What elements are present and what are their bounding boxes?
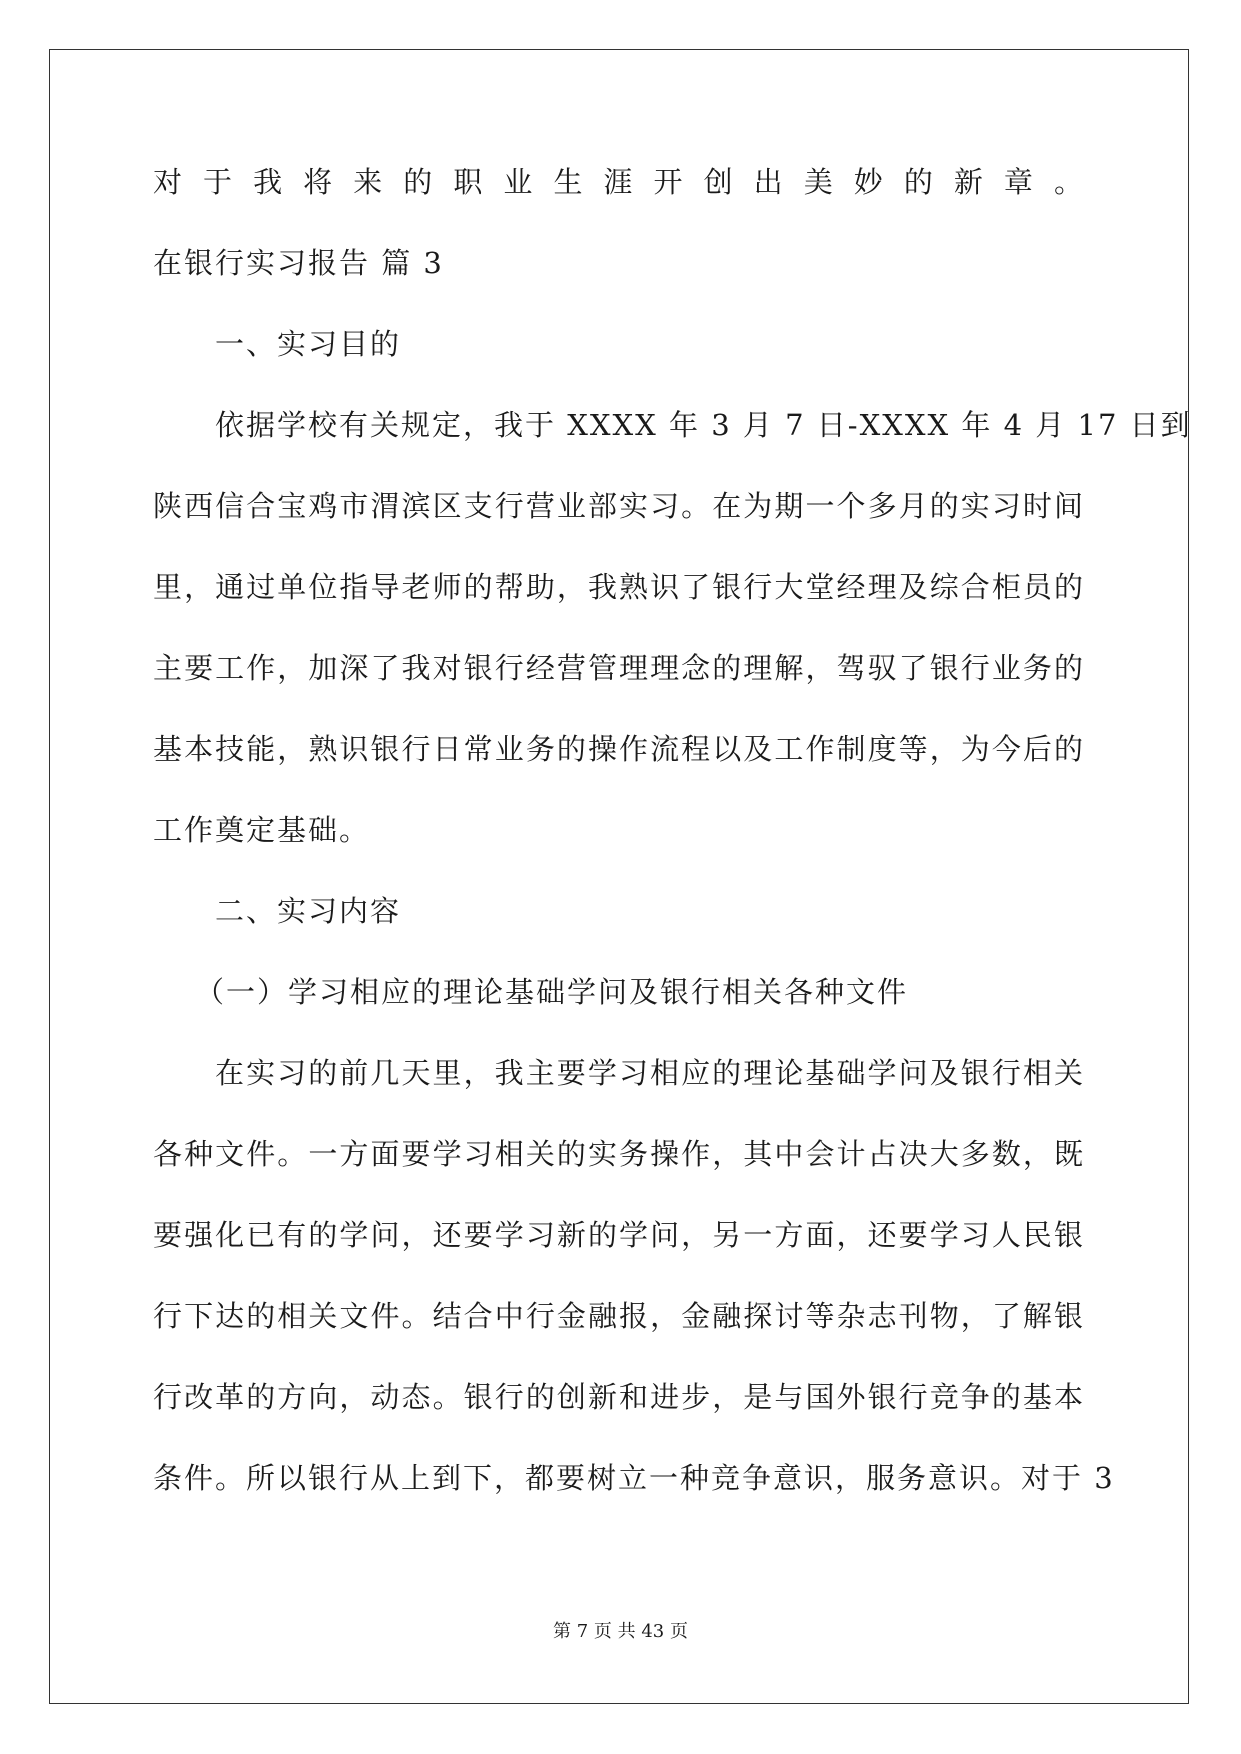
paragraph-line: 条件。所以银行从上到下，都要树立一种竞争意识，服务意识。对于 3 [153, 1461, 1115, 1495]
section-title: 在银行实习报告 篇 3 [153, 246, 444, 280]
paragraph-line: 主要工作，加深了我对银行经营管理理念的理解，驾驭了银行业务的 [153, 651, 1085, 685]
paragraph-line: 里，通过单位指导老师的帮助，我熟识了银行大堂经理及综合柜员的 [153, 570, 1085, 604]
paragraph-line: 陕西信合宝鸡市渭滨区支行营业部实习。在为期一个多月的实习时间 [153, 489, 1085, 523]
subheading-theory: （一）学习相应的理论基础学问及银行相关各种文件 [195, 975, 909, 1009]
paragraph-line: 行改革的方向，动态。银行的创新和进步，是与国外银行竞争的基本 [153, 1380, 1085, 1414]
paragraph-line: 各种文件。一方面要学习相关的实务操作，其中会计占决大多数，既 [153, 1137, 1085, 1171]
paragraph-line: 基本技能，熟识银行日常业务的操作流程以及工作制度等，为今后的 [153, 732, 1085, 766]
page-border [49, 49, 1192, 1704]
heading-purpose: 一、实习目的 [215, 327, 402, 361]
page-number-footer: 第 7 页 共 43 页 [553, 1621, 688, 1642]
paragraph-line: 行下达的相关文件。结合中行金融报，金融探讨等杂志刊物，了解银 [153, 1299, 1085, 1333]
heading-content: 二、实习内容 [215, 894, 402, 928]
paragraph-line: 依据学校有关规定，我于 XXXX 年 3 月 7 日-XXXX 年 4 月 17 日到 [215, 408, 1192, 442]
paragraph-line: 要强化已有的学问，还要学习新的学问，另一方面，还要学习人民银 [153, 1218, 1085, 1252]
paragraph-line: 工作奠定基础。 [153, 813, 371, 847]
paragraph-line: 在实习的前几天里，我主要学习相应的理论基础学问及银行相关 [215, 1056, 1085, 1090]
paragraph-line: 对于我将来的职业生涯开创出美妙的新章。 [153, 165, 1085, 199]
